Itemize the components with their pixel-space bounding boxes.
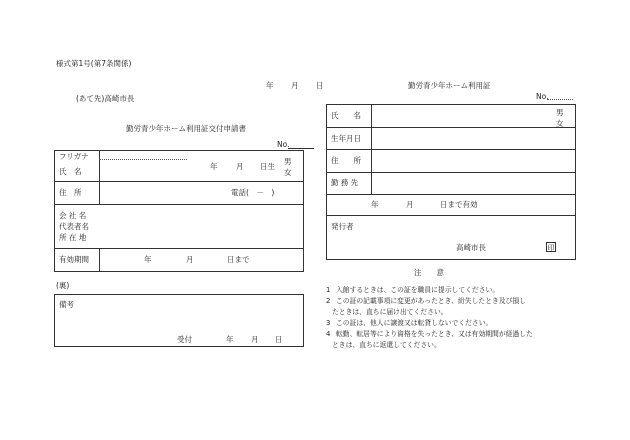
card-valid-month: 月 [406, 200, 414, 209]
card-valid-year: 年 [371, 200, 379, 209]
birth-day-label: 日生 [260, 162, 275, 171]
card-no-label: No. [536, 92, 549, 101]
card-row-divider-1 [326, 127, 576, 128]
validity-label-divider [99, 248, 100, 272]
card-no-underline [547, 99, 573, 100]
card-mayor-label: 高崎市長 [456, 243, 486, 252]
card-valid-until: 日まで有効 [440, 200, 478, 209]
card-row-divider-3 [326, 172, 576, 173]
representative-name-label: 代表者名 [59, 222, 89, 231]
card-issuer-label: 発行者 [331, 222, 354, 231]
application-date-year: 年 [266, 81, 274, 90]
applicant-address-label: 住 所 [59, 188, 82, 197]
application-date-month: 月 [291, 81, 299, 90]
note-1-number: 1 [326, 286, 331, 294]
applicant-name-label: 氏 名 [59, 167, 82, 176]
furigana-dotted-line [99, 159, 187, 160]
birth-year-label: 年 [210, 162, 218, 171]
note-2-number: 2 [326, 297, 331, 305]
validity-month-label: 月 [186, 255, 194, 264]
note-2-line-2: たときは、直ちに届け出てください。 [332, 308, 448, 316]
note-4-number: 4 [326, 330, 331, 338]
card-sex-female: 女 [556, 119, 564, 128]
row-divider-name [54, 181, 304, 182]
row-divider-address [54, 204, 304, 205]
sex-male-option[interactable]: 男 [284, 157, 292, 166]
note-4-line-1: 転勤、転居等により資格を失ったとき、又は有効期間が経過した [336, 330, 533, 338]
note-1-line-1: 入館するときは、この証を職員に提示してください。 [336, 286, 500, 294]
card-name-label: 氏 名 [331, 111, 361, 120]
received-year-label: 年 [226, 335, 234, 344]
sex-female-option[interactable]: 女 [284, 168, 292, 177]
card-address-label: 住 所 [331, 156, 361, 165]
card-title: 勤労青少年ホーム利用証 [408, 81, 491, 90]
validity-period-label: 有効期間 [59, 255, 89, 264]
official-seal-box: 印 [547, 244, 555, 252]
addressee: (あて先)高崎市長 [76, 94, 135, 103]
note-4-line-2: ときは、直ちに返還してください。 [332, 341, 441, 349]
card-sex-male: 男 [556, 108, 564, 117]
note-2-line-1: この証の記載事項に変更があったとき、紛失したとき及び損し [336, 297, 526, 305]
remarks-label: 備考 [59, 300, 74, 309]
received-day-label: 日 [275, 335, 283, 344]
back-side-label: (裏) [56, 281, 70, 290]
birth-month-label: 月 [236, 162, 244, 171]
card-row-divider-5 [326, 215, 576, 216]
application-no-underline [288, 148, 314, 149]
card-row-divider-4 [326, 194, 576, 195]
received-month-label: 月 [251, 335, 259, 344]
validity-year-label: 年 [144, 255, 152, 264]
card-row-divider-2 [326, 149, 576, 150]
note-3-number: 3 [326, 319, 331, 327]
company-location-label: 所 在 地 [59, 233, 87, 242]
validity-until-label: 日まで [227, 255, 250, 264]
form-number-header: 様式第1号(第7条関係) [56, 59, 132, 68]
received-label: 受付 [177, 335, 192, 344]
note-3-line-1: この証は、他人に譲渡又は転貸しないでください。 [336, 319, 493, 327]
card-birthdate-label: 生年月日 [331, 134, 361, 143]
company-name-label: 会 社 名 [59, 211, 87, 220]
row-divider-company [54, 248, 304, 249]
notes-title: 注 意 [414, 268, 444, 277]
application-date-day: 日 [316, 81, 324, 90]
furigana-label: フリガナ [59, 152, 89, 161]
applicant-phone-label: 電話( － ) [231, 188, 275, 197]
card-employer-label: 勤 務 先 [331, 178, 359, 187]
application-title: 勤労青少年ホーム利用証交付申請書 [126, 124, 246, 133]
application-no-label: No. [277, 140, 290, 149]
